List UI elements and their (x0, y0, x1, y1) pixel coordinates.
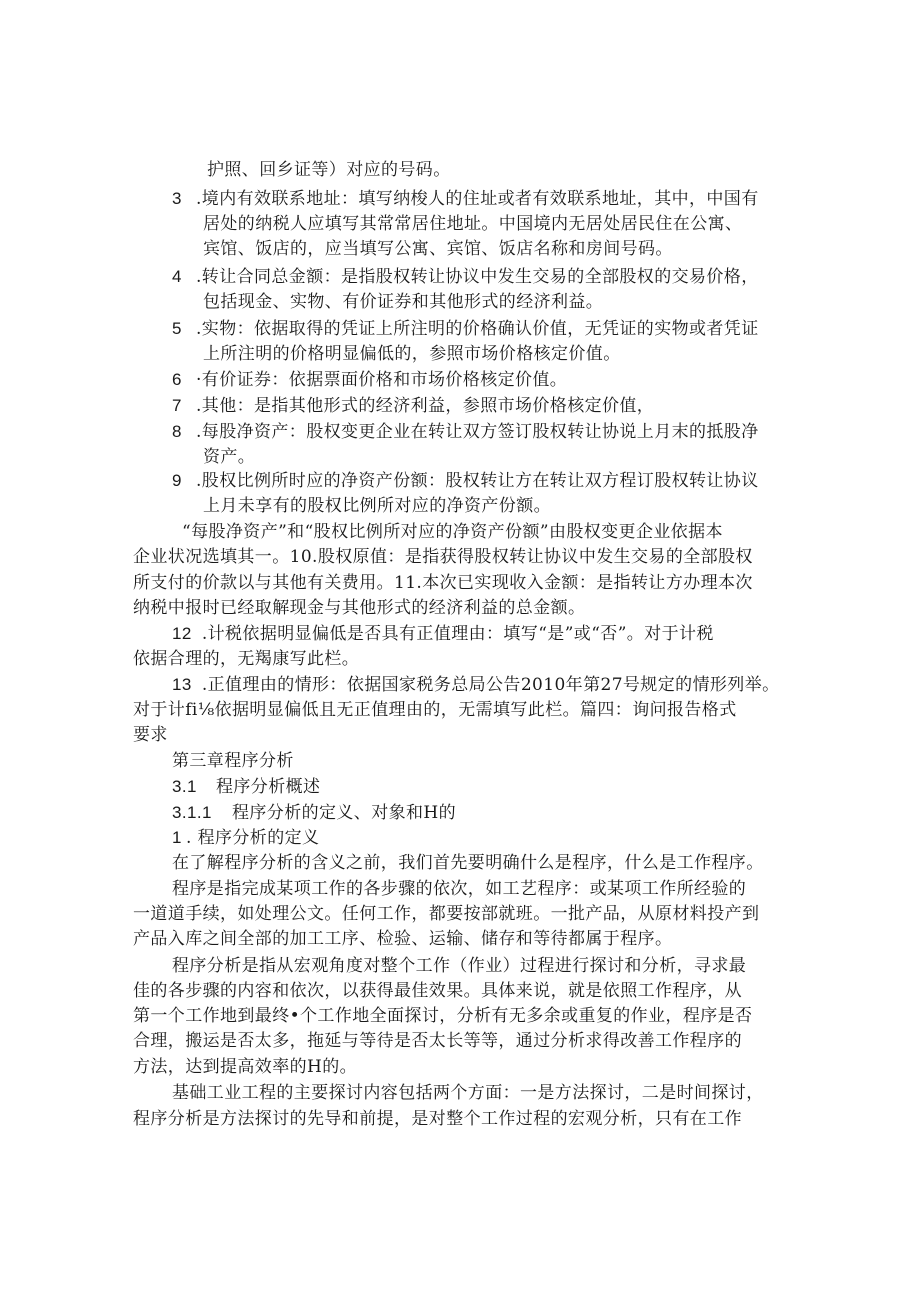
list-item-12 (172, 623, 920, 645)
subsection-heading (172, 802, 920, 824)
text-line: 程序分析是方法探讨的先导和前提，是对整个工作过程的宏观分析，只有在工作 (133, 1109, 742, 1129)
item-number: 12 (172, 624, 192, 643)
list-item-6 (172, 369, 920, 391)
text-line: 方法，达到提高效率的H的。 (133, 1057, 358, 1077)
text-line: .其他：是指其他形式的经济利益，参照市场价格核定价值， (196, 396, 655, 416)
text-line: 程序分析的定义、对象和H的 (232, 803, 457, 823)
text-line: 企业状况选填其一。10.股权原值：是指获得股权转让协议中发生交易的全部股权 (133, 547, 753, 567)
text-line: 程序分析概述 (216, 777, 321, 797)
text-line: 程序是指完成某项工作的各步骤的依次，如工艺程序：或某项工作所经验的 (172, 879, 747, 899)
text-line: .计税依据明显偏低是否具有正值理由：填写“是”或“否”。对于计税 (201, 624, 714, 644)
list-item-7 (172, 395, 920, 417)
text-line: 宾馆、饭店的，应当填写公寓、宾馆、饭店名称和房间号码。 (203, 239, 673, 259)
item-number: 6 (172, 370, 182, 389)
item-number: 5 (172, 319, 182, 338)
text-line: 基础工业工程的主要探讨内容包括两个方面：一是方法探讨，二是时间探讨， (172, 1083, 764, 1103)
text-line: 对于计fi⅛依据明显偏低且无正值理由的，无需填写此栏。篇四：询问报告格式 (133, 700, 737, 720)
list-item-13 (172, 674, 920, 696)
text-line: 上月未享有的股权比例所对应的净资产份额。 (203, 496, 551, 516)
item-number: 8 (172, 422, 182, 441)
item-number: 1 (172, 828, 182, 847)
text-line: 资产。 (203, 447, 256, 467)
text-line: 程序分析是指从宏观角度对整个工作（作业）过程进行探讨和分析，寻求最 (172, 956, 747, 976)
text-line: ·有价证券：依据票面价格和市场价格核定价值。 (196, 370, 568, 390)
item-number: 13 (172, 675, 192, 694)
text-line: .每股净资产：股权变更企业在转让双方签订股权转让协说上月末的抵股净 (196, 422, 759, 442)
list-item-3 (172, 188, 920, 210)
text-line: 佳的各步骤的内容和依次，以获得最佳效果。具体来说，就是依照工作程序，从 (133, 981, 742, 1001)
text-line: 要求 (133, 725, 168, 745)
text-line: .转让合同总金额：是指股权转让协议中发生交易的全部股权的交易价格， (196, 267, 759, 287)
text-line: .股权比例所时应的净资产份额：股权转让方在转让双方程订股权转让协议 (196, 471, 759, 491)
list-item-8 (172, 421, 920, 443)
list-item-4 (172, 266, 920, 288)
chapter-title: 第三章程序分析 (172, 751, 294, 771)
text-line: 一道道手续，如处理公文。任何工作，都要按部就班。一批产品，从原材料投产到 (133, 904, 760, 924)
text-line: 纳税中报时已经取解现金与其他形式的经济利益的总金额。 (133, 598, 586, 618)
section-heading (172, 776, 920, 798)
item-number: 7 (172, 396, 182, 415)
text-line: 居处的纳税人应填写其常常居住地址。中国境内无居处居民住在公寓、 (203, 214, 743, 234)
item-number: 4 (172, 267, 182, 286)
text-line: 上所注明的价格明显偏低的，参照市场价格核定价值。 (203, 344, 621, 364)
list-item-1 (172, 827, 920, 849)
list-item-5 (172, 318, 920, 340)
text-line: 在了解程序分析的含义之前，我们首先要明确什么是程序，什么是工作程序。 (172, 853, 764, 873)
text-line: 产品入库之间全部的加工工序、检验、运输、储存和等待都属于程序。 (133, 929, 673, 949)
item-number: 9 (172, 471, 182, 490)
text-line: “每股净资产”和“股权比例所对应的净资产份额”由股权变更企业依据本 (182, 522, 723, 542)
list-item-9 (172, 470, 920, 492)
section-number: 3.1.1 (172, 803, 212, 822)
text-line: .正值理由的情形：依据国家税务总局公告2010年第27号规定的情形列举。 (201, 675, 780, 695)
text-line: 所支付的价款以与其他有关费用。11.本次已实现收入金额：是指转让方办理本次 (133, 573, 753, 593)
text-line: 合理，搬运是否太多，拖延与等待是否太长等等，通过分析求得改善工作程序的 (133, 1031, 742, 1051)
text-line: . 程序分析的定义 (186, 828, 320, 848)
text-line: 依据合理的，无羯康写此栏。 (133, 649, 360, 669)
section-number: 3.1 (172, 777, 197, 796)
text-line: .境内有效联系地址：填写纳梭人的住址或者有效联系地址，其中，中国有 (196, 189, 759, 209)
text-line: 护照、回乡证等）对应的号码。 (207, 160, 451, 180)
text-line: 第一个工作地到最终•个工作地全面探讨，分析有无多余或重复的作业，程序是否 (133, 1006, 753, 1026)
text-line: 包括现金、实物、有价证券和其他形式的经济利益。 (203, 292, 604, 312)
item-number: 3 (172, 189, 182, 208)
text-line: .实物：依据取得的凭证上所注明的价格确认价值，无凭证的实物或者凭证 (196, 319, 759, 339)
